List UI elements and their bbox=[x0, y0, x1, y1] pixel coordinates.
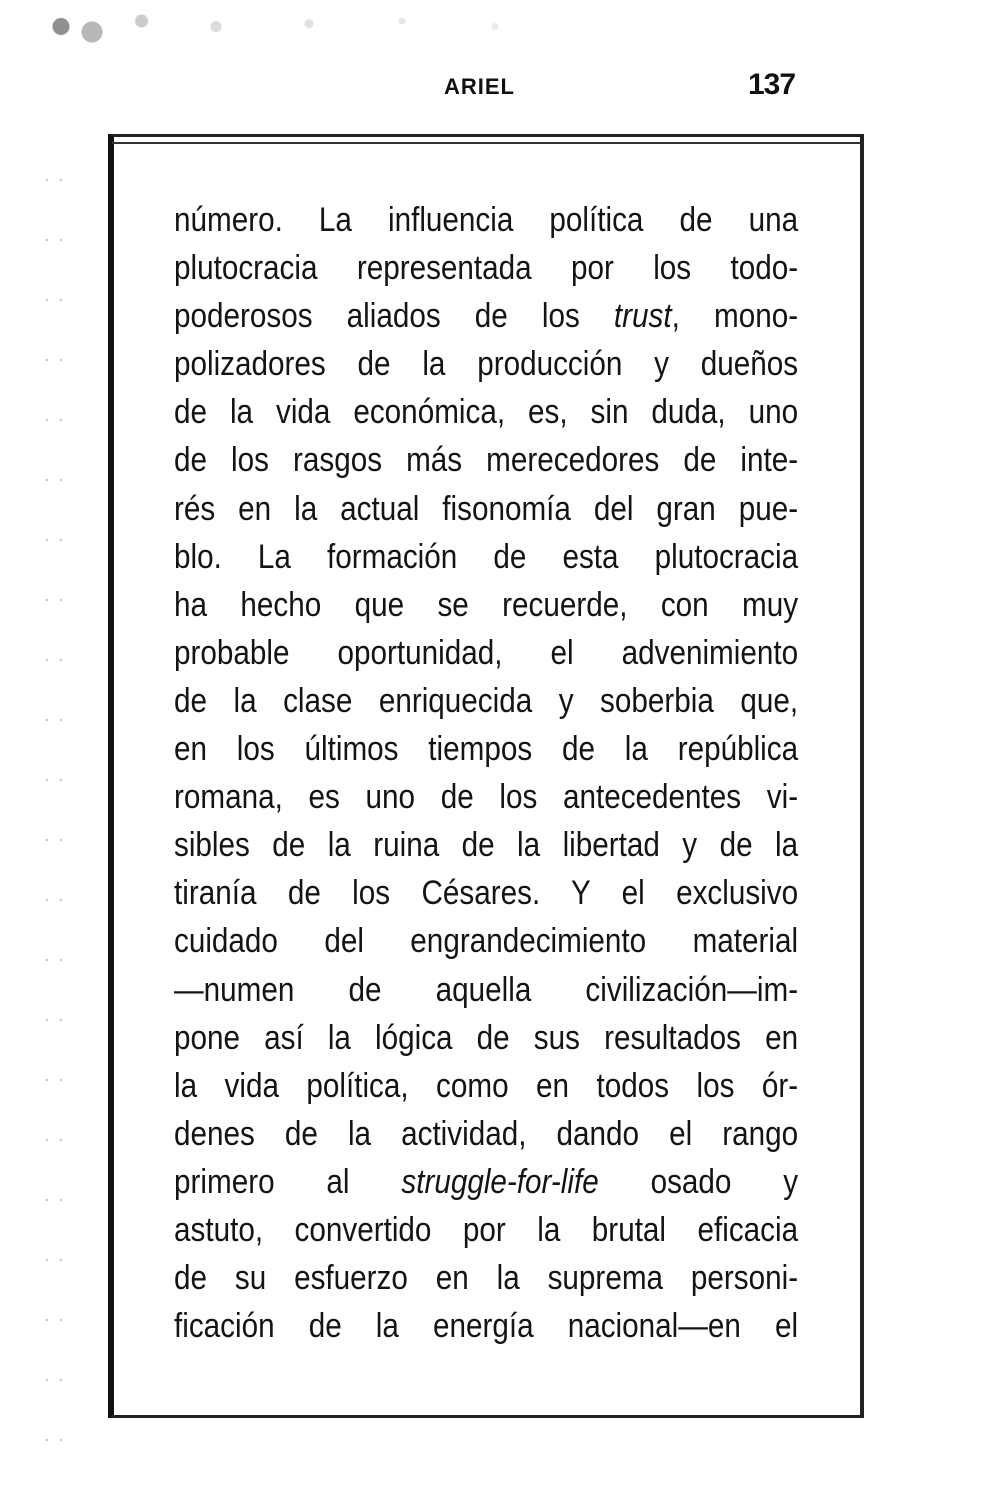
text-line-5: de la vida económica, es, sin duda, uno bbox=[174, 393, 799, 432]
text-line-6: de los rasgos más merecedores de inte- bbox=[174, 441, 799, 480]
text-line-24: ficación de la energía nacional—en el bbox=[174, 1307, 799, 1346]
running-header bbox=[0, 66, 1000, 106]
text-line-8: blo. La formación de esta plutocracia bbox=[174, 537, 799, 576]
text-line-9: ha hecho que se recuerde, con muy bbox=[174, 585, 799, 624]
text-line-2: plutocracia representada por los todo- bbox=[174, 249, 799, 288]
text-line-14: sibles de la ruina de la libertad y de la bbox=[174, 826, 799, 865]
text-line-15: tiranía de los Césares. Y el exclusivo bbox=[174, 874, 799, 913]
frame-inner-rule bbox=[112, 142, 860, 144]
text-line-4: polizadores de la producción y dueños bbox=[174, 345, 799, 384]
text-line-22: astuto, convertido por la brutal eficacia bbox=[174, 1210, 799, 1249]
text-line-12: en los últimos tiempos de la república bbox=[174, 730, 799, 769]
text-line-18: pone así la lógica de sus resultados en bbox=[174, 1018, 799, 1057]
margin-scan-specks bbox=[40, 150, 70, 1450]
text-line-11: de la clase enriquecida y soberbia que, bbox=[174, 681, 799, 720]
text-line-3-after: , mono- bbox=[671, 297, 799, 336]
text-line-16: cuidado del engrandecimiento material bbox=[174, 922, 799, 961]
running-title: ARIEL bbox=[444, 74, 515, 99]
text-line-21-italic: struggle-for-life bbox=[401, 1162, 599, 1201]
text-line-23: de su esfuerzo en la suprema personi- bbox=[174, 1259, 799, 1298]
text-line-1: número. La influencia política de una bbox=[174, 201, 799, 239]
body-text bbox=[174, 196, 798, 1350]
text-line-21-after: osado y bbox=[598, 1162, 799, 1201]
text-line-3-italic: trust bbox=[613, 297, 672, 336]
text-line-17: —numen de aquella civilización—im- bbox=[174, 970, 799, 1009]
text-line-20: denes de la actividad, dando el rango bbox=[174, 1114, 799, 1153]
text-line-19: la vida política, como en todos los ór- bbox=[174, 1066, 799, 1105]
scan-artifact bbox=[30, 10, 650, 65]
text-line-21-before: primero al bbox=[174, 1162, 402, 1201]
text-line-21 bbox=[174, 1158, 798, 1206]
text-line-7: rés en la actual fisonomía del gran pue- bbox=[174, 489, 799, 528]
text-line-10: probable oportunidad, el advenimiento bbox=[174, 633, 799, 672]
text-line-3-before: poderosos aliados de los bbox=[174, 297, 614, 336]
page-number: 137 bbox=[748, 68, 796, 101]
text-line-13: romana, es uno de los antecedentes vi- bbox=[174, 778, 799, 817]
text-line-3 bbox=[174, 292, 798, 340]
